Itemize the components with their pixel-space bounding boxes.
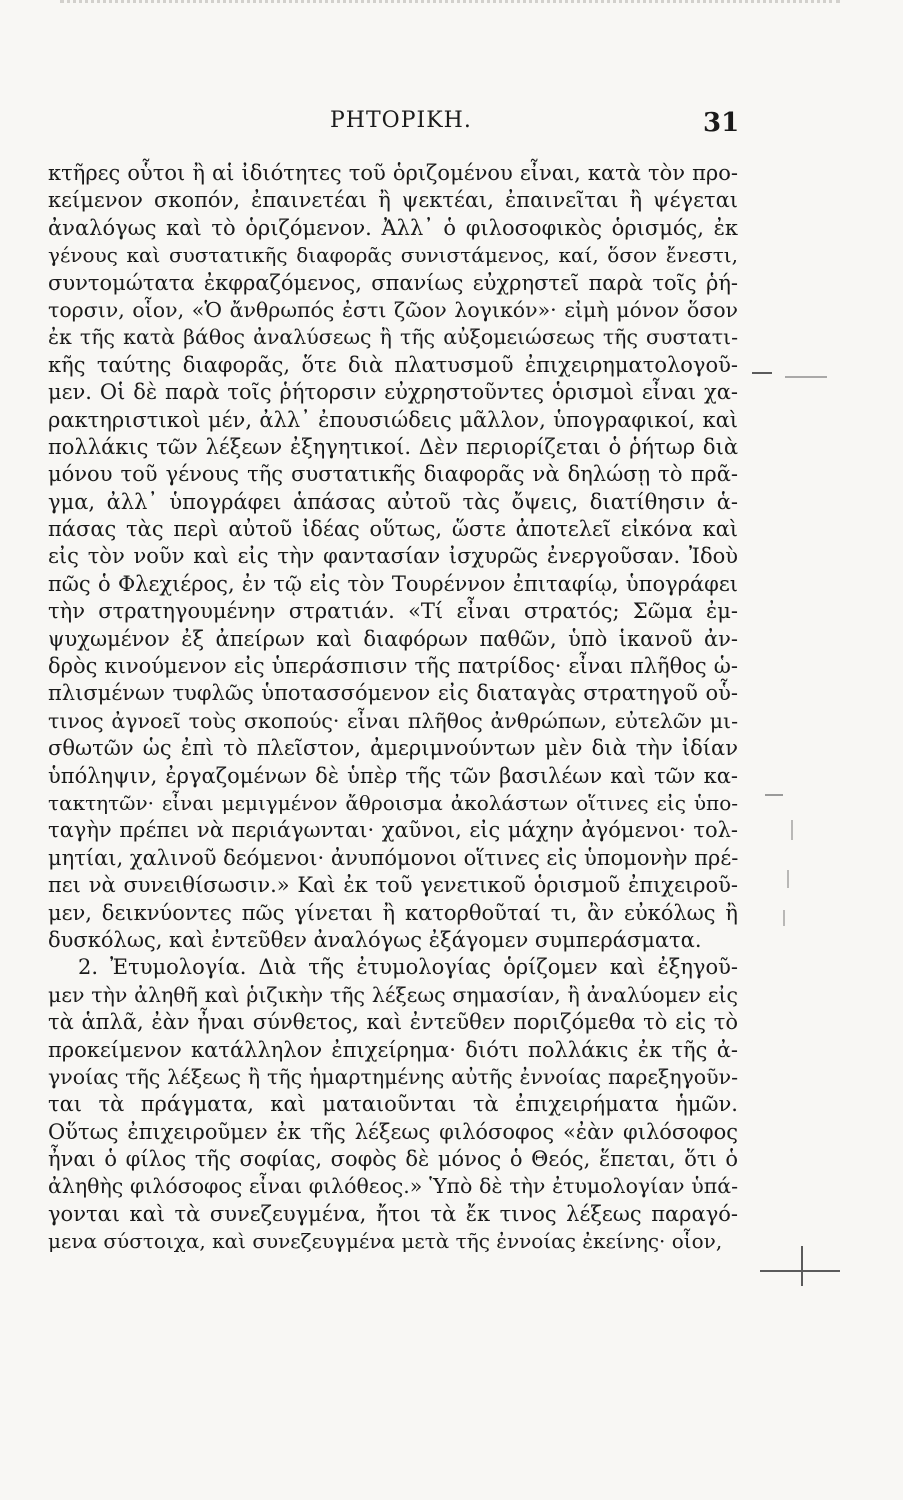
body-text xyxy=(48,160,738,1256)
text-line: μεν. Οἱ δὲ παρὰ τοῖς ῥήτορσιν εὐχρηστοῦντες ὁρισμοὶ εἶναι χα- xyxy=(48,380,738,405)
text-line: εἰς τὸν νοῦν καὶ εἰς τὴν φαντασίαν ἰσχυρῶς ἐνεργοῦσαν. Ἰδοὺ xyxy=(48,544,738,569)
text-line: ψυχωμένον ἐξ ἀπείρων καὶ διαφόρων παθῶν, ὑπὸ ἱκανοῦ ἀν- xyxy=(48,626,738,651)
text-line: γνοίας τῆς λέξεως ἢ τῆς ἡμαρτημένης αὐτῆς ἐννοίας παρεξηγοῦν- xyxy=(48,1064,738,1089)
margin-pencil-tick xyxy=(791,820,793,840)
text-line: ἦναι ὁ φίλος τῆς σοφίας, σοφὸς δὲ μόνος ὁ Θεός, ἕπεται, ὅτι ὁ xyxy=(48,1147,738,1172)
text-line: πει νὰ συνειθίσωσιν.» Καὶ ἐκ τοῦ γενετικοῦ ὁρισμοῦ ἐπιχειροῦ- xyxy=(48,873,738,898)
page-number: 31 xyxy=(703,108,740,138)
text-line: πάσας τὰς περὶ αὐτοῦ ἰδέας οὕτως, ὥστε ἀποτελεῖ εἰκόνα καὶ xyxy=(48,517,738,542)
text-line: κῆς ταύτης διαφορᾶς, ὅτε διὰ πλατυσμοῦ ἐπιχειρηματολογοῦ- xyxy=(48,352,738,377)
margin-pencil-dash xyxy=(785,376,827,378)
text-line: ται τὰ πράγματα, καὶ ματαιοῦνται τὰ ἐπιχειρήματα ἡμῶν. xyxy=(48,1092,738,1117)
text-line: συντομώτατα ἐκφραζόμενος, σπανίως εὐχρηστεῖ παρὰ τοῖς ῥή- xyxy=(48,270,738,295)
text-line: πολλάκις τῶν λέξεων ἐξηγητικοί. Δὲν περιορίζεται ὁ ῥήτωρ διὰ xyxy=(48,434,738,459)
text-line: τινος ἀγνοεῖ τοὺς σκοπούς· εἶναι πλῆθος ἀνθρώπων, εὐτελῶν μι- xyxy=(48,708,738,733)
margin-pencil-dash xyxy=(765,794,783,796)
text-line: ἐκ τῆς κατὰ βάθος ἀναλύσεως ἢ τῆς αὐξομειώσεως τῆς συστατι- xyxy=(48,325,738,350)
text-line: γονται καὶ τὰ συνεζευγμένα, ἤτοι τὰ ἔκ τινος λέξεως παραγό- xyxy=(48,1201,738,1226)
margin-pencil-tick xyxy=(787,870,789,888)
text-line: μενα σύστοιχα, καὶ συνεζευγμένα μετὰ τῆς ἐννοίας ἐκείνης· οἷον, xyxy=(48,1229,723,1254)
margin-cross-mark xyxy=(760,1270,840,1272)
text-line: γμα, ἀλλ᾽ ὑπογράφει ἁπάσας αὐτοῦ τὰς ὄψεις, διατίθησιν ἁ- xyxy=(48,489,738,514)
text-line: δρὸς κινούμενον εἰς ὑπεράσπισιν τῆς πατρίδος· εἶναι πλῆθος ὡ- xyxy=(48,654,738,679)
running-head xyxy=(0,108,903,148)
text-line: δυσκόλως, καὶ ἐντεῦθεν ἀναλόγως ἐξάγομεν συμπεράσματα. xyxy=(48,927,702,952)
bleed-through-from-previous-page xyxy=(60,0,840,13)
text-line: μεν, δεικνύοντες πῶς γίνεται ἢ κατορθοῦταί τι, ἂν εὐκόλως ἢ xyxy=(48,900,738,925)
text-line: ἀληθὴς φιλόσοφος εἶναι φιλόθεος.» Ὑπὸ δὲ τὴν ἐτυμολογίαν ὑπά- xyxy=(48,1174,738,1199)
text-line: πῶς ὁ Φλεχιέρος, ἐν τῷ εἰς τὸν Τουρέννον ἐπιταφίῳ, ὑπογράφει xyxy=(48,571,738,596)
margin-pencil-dash xyxy=(752,372,772,374)
text-line: τὴν στρατηγουμένην στρατιάν. «Τί εἶναι στρατός; Σῶμα ἐμ- xyxy=(48,599,738,624)
text-line: κτῆρες οὗτοι ἢ αἱ ἰδιότητες τοῦ ὁριζομένου εἶναι, κατὰ τὸν προ- xyxy=(48,161,738,185)
text-line: μητίαι, χαλινοῦ δεόμενοι· ἀνυπόμονοι οἵτινες εἰς ὑπομονὴν πρέ- xyxy=(48,845,739,870)
margin-pencil-tick xyxy=(783,910,785,926)
text-line: γένους καὶ συστατικῆς διαφορᾶς συνιστάμενος, καί, ὅσον ἔνεστι, xyxy=(48,243,738,268)
text-line: ὑπόληψιν, ἐργαζομένων δὲ ὑπὲρ τῆς τῶν βασιλέων καὶ τῶν κα- xyxy=(48,763,738,788)
text-line: μεν τὴν ἀληθῆ καὶ ῥιζικὴν τῆς λέξεως σημασίαν, ἢ ἀναλύομεν εἰς xyxy=(48,982,738,1007)
running-title: ΡΗΤΟΡΙΚΗ. xyxy=(330,108,472,133)
text-line: Οὕτως ἐπιχειροῦμεν ἐκ τῆς λέξεως φιλόσοφος «ἐὰν φιλόσοφος xyxy=(48,1119,738,1144)
text-line: μόνου τοῦ γένους τῆς συστατικῆς διαφορᾶς νὰ δηλώσῃ τὸ πρᾶ- xyxy=(48,462,738,487)
text-line: ἀναλόγως καὶ τὸ ὁριζόμενον. Ἀλλ᾽ ὁ φιλοσοφικὸς ὁρισμός, ἐκ xyxy=(48,215,738,240)
text-line: τακτητῶν· εἶναι μεμιγμένον ἄθροισμα ἀκολάστων οἵτινες εἰς ὑπο- xyxy=(48,790,738,815)
text-line: πλισμένων τυφλῶς ὑποτασσόμενον εἰς διαταγὰς στρατηγοῦ οὗ- xyxy=(48,681,738,706)
text-line: τὰ ἁπλᾶ, ἐὰν ἦναι σύνθετος, καὶ ἐντεῦθεν ποριζόμεθα τὸ εἰς τὸ xyxy=(48,1010,738,1035)
text-line: προκείμενον κατάλληλον ἐπιχείρημα· διότι πολλάκις ἐκ τῆς ἀ- xyxy=(48,1037,738,1062)
text-line: ρακτηριστικοὶ μέν, ἀλλ᾽ ἐπουσιώδεις μᾶλλον, ὑπογραφικοί, καὶ xyxy=(48,407,738,432)
text-line: τορσιν, οἷον, «Ὁ ἄνθρωπός ἐστι ζῶον λογικόν»· εἰμὴ μόνον ὅσον xyxy=(48,297,738,322)
margin-cross-mark xyxy=(801,1246,803,1286)
text-line: κείμενον σκοπόν, ἐπαινετέαι ἢ ψεκτέαι, ἐπαινεῖται ἢ ψέγεται xyxy=(48,188,738,213)
text-line: ταγὴν πρέπει νὰ περιάγωνται· χαῦνοι, εἰς μάχην ἀγόμενοι· τολ- xyxy=(48,818,738,843)
section-heading-line: 2. Ἐτυμολογία. Διὰ τῆς ἐτυμολογίας ὁρίζομεν καὶ ἐξηγοῦ- xyxy=(78,955,738,980)
text-line: σθωτῶν ὡς ἐπὶ τὸ πλεῖστον, ἀμεριμνούντων μὲν διὰ τὴν ἰδίαν xyxy=(48,736,738,761)
